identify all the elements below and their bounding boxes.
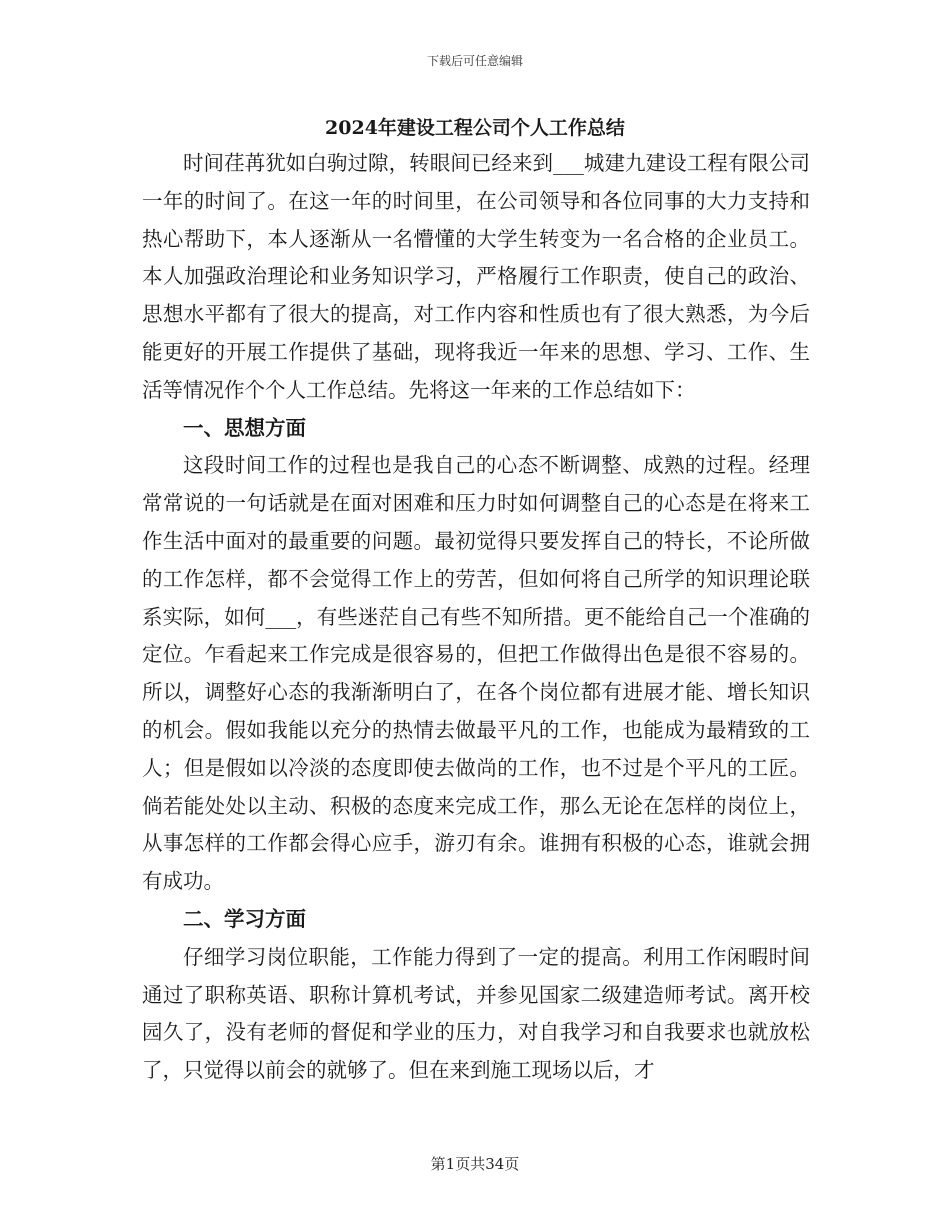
intro-paragraph: 时间荏苒犹如白驹过隙，转眼间已经来到___城建九建设工程有限公司一年的时间了。在这一年的时间里，在公司领导和各位同事的大力支持和热心帮助下，本人逐渐从一名懵懂的大学生转变为一名合格的企业员工。本人加强政治理论和业务知识学习，严格履行工作职责，使自己的政治、思想水平都有了很大的提高，对工作内容和性质也有了很大熟悉，为今后能更好的开展工作提供了基础，现将我近一年来的思想、学习、工作、生活等情况作个个人工作总结。先将这一年来的工作总结如下：: [142, 151, 810, 402]
section-heading-thought: 一、思想方面: [183, 415, 306, 440]
section-paragraph-study: 仔细学习岗位职能，工作能力得到了一定的提高。利用工作闲暇时间通过了职称英语、职称计算机考试，并参见国家二级建造师考试。离开校园久了，没有老师的督促和学业的压力，对自我学习和自我要求也就放松了，只觉得以前会的就够了。但在来到施工现场以后，才: [142, 944, 810, 1083]
page-number-footer: 第1页共34页: [430, 1155, 520, 1173]
document-body: [142, 145, 810, 1090]
section-paragraph-thought: 这段时间工作的过程也是我自己的心态不断调整、成熟的过程。经理常常说的一句话就是在面对困难和压力时如何调整自己的心态是在将来工作生活中面对的最重要的问题。最初觉得只要发挥自己的特长，不论所做的工作怎样，都不会觉得工作上的劳苦，但如何将自己所学的知识理论联系实际，如何___，有些迷茫自己有些不知所措。更不能给自己一个准确的定位。乍看起来工作完成是很容易的，但把工作做得出色是很不容易的。所以，调整好心态的我渐渐明白了，在各个岗位都有进展才能、增长知识的机会。假如我能以充分的热情去做最平凡的工作，也能成为最精致的工人；但是假如以冷淡的态度即使去做尚的工作，也不过是个平凡的工匠。倘若能处处以主动、积极的态度来完成工作，那么无论在怎样的岗位上，从事怎样的工作都会得心应手，游刃有余。谁拥有积极的心态，谁就会拥有成功。: [142, 453, 810, 894]
page-header-note: 下载后可任意编辑: [426, 54, 523, 68]
section-heading-study: 二、学习方面: [183, 906, 306, 931]
document-title: 2024年建设工程公司个人工作总结: [325, 117, 625, 139]
